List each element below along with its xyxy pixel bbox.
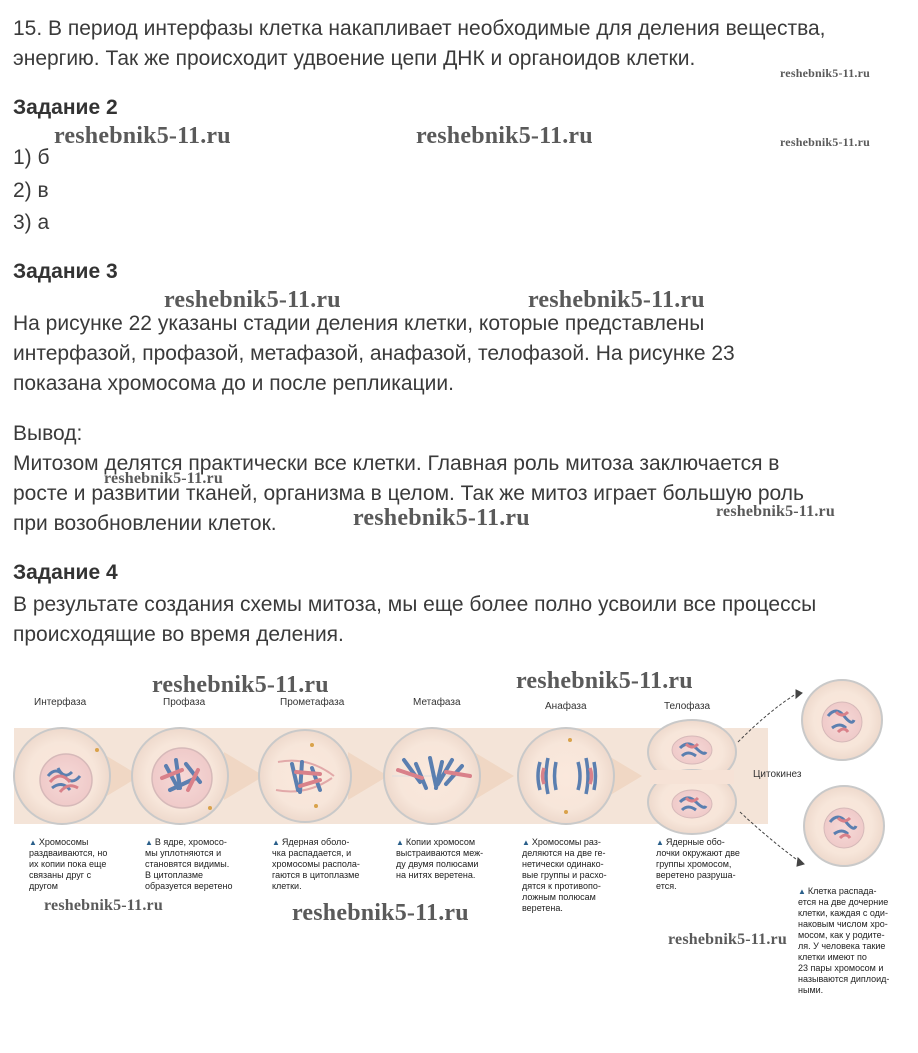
watermark: reshebnik5-11.ru — [716, 503, 835, 520]
caption-text: Хромосомы раздваиваются, но их копии пока еще связаны друг с другом — [29, 837, 108, 891]
task-3-line-3: показана хромосома до и после репликации. — [13, 372, 454, 395]
metaphase-cell — [384, 728, 480, 824]
stage-label-prophase: Профаза — [163, 697, 206, 708]
caption-marker-icon: ▲ — [396, 838, 404, 847]
task-3-heading: Задание 3 — [13, 260, 118, 283]
watermark: reshebnik5-11.ru — [104, 470, 223, 487]
watermark: reshebnik5-11.ru — [292, 900, 469, 926]
conclusion-line-3: при возобновлении клеток. — [13, 512, 277, 535]
watermark: reshebnik5-11.ru — [780, 66, 870, 80]
stage-label-telophase: Телофаза — [664, 701, 711, 712]
anaphase-cell — [518, 728, 614, 824]
watermark: reshebnik5-11.ru — [780, 135, 870, 149]
answer-15-line-2: энергию. Так же происходит удвоение цепи ДНК и органоидов клетки. — [13, 47, 696, 70]
caption-prophase — [145, 837, 265, 892]
conclusion-label: Вывод: — [13, 422, 83, 445]
watermark: reshebnik5-11.ru — [416, 123, 593, 149]
caption-text: Ядерная оболо- чка распадается, и хромосомы распола- гаются в цитоплазме клетки. — [272, 837, 360, 891]
caption-marker-icon: ▲ — [29, 838, 37, 847]
caption-marker-icon: ▲ — [145, 838, 153, 847]
stage-label-cytokinesis: Цитокинез — [753, 769, 802, 780]
watermark: reshebnik5-11.ru — [528, 287, 705, 313]
prophase-cell — [132, 728, 228, 824]
prometaphase-cell — [259, 730, 351, 822]
caption-text: Ядерные обо- лочки окружают две группы хромосом, веретено разруша- ется. — [656, 837, 740, 891]
caption-text: Копии хромосом выстраиваются меж- ду двумя полюсами на нитях веретена. — [396, 837, 484, 880]
caption-anaphase — [522, 837, 642, 914]
stage-label-metaphase: Метафаза — [413, 697, 461, 708]
task-3-line-2: интерфазой, профазой, метафазой, анафазой, телофазой. На рисунке 23 — [13, 342, 735, 365]
stage-label-interphase: Интерфаза — [34, 697, 87, 708]
task-4-line-1: В результате создания схемы митоза, мы еще более полно усвоили все процессы — [13, 593, 817, 616]
caption-cytokinesis — [798, 886, 918, 996]
watermark: reshebnik5-11.ru — [668, 931, 787, 948]
caption-marker-icon: ▲ — [798, 887, 806, 896]
watermark: reshebnik5-11.ru — [516, 668, 693, 694]
caption-text: Хромосомы раз- деляются на две ге- нетически одинако- вые группы и расхо- дятся к противопо- ложным полюсам веретена. — [522, 837, 607, 913]
task-2-answer-3: 3) а — [13, 211, 50, 234]
caption-text: Клетка распада- ется на две дочерние клетки, каждая с оди- наковым числом хро- мосом, как у родите- ля. У человека такие клетки имеют по 23 пары хромосом и называются диплоид- ными. — [798, 886, 890, 995]
caption-telophase — [656, 837, 776, 892]
watermark: reshebnik5-11.ru — [44, 897, 163, 914]
task-3-line-1: На рисунке 22 указаны стадии деления клетки, которые представлены — [13, 312, 705, 335]
caption-text: В ядре, хромосо- мы уплотняются и становятся видимы. В цитоплазме образуется веретено — [145, 837, 233, 891]
watermark: reshebnik5-11.ru — [164, 287, 341, 313]
caption-marker-icon: ▲ — [272, 838, 280, 847]
interphase-cell — [14, 728, 110, 824]
caption-prometaphase — [272, 837, 392, 892]
caption-marker-icon: ▲ — [522, 838, 530, 847]
watermark: reshebnik5-11.ru — [152, 672, 329, 698]
caption-metaphase — [396, 837, 516, 881]
watermark: reshebnik5-11.ru — [54, 123, 231, 149]
caption-marker-icon: ▲ — [656, 838, 664, 847]
task-2-answer-2: 2) в — [13, 179, 49, 202]
watermark: reshebnik5-11.ru — [353, 505, 530, 531]
task-2-answer-1: 1) б — [13, 146, 50, 169]
answer-15-line-1: 15. В период интерфазы клетка накапливает необходимые для деления вещества, — [13, 17, 826, 40]
task-4-line-2: происходящие во время деления. — [13, 623, 344, 646]
daughter-cell-bottom — [804, 786, 884, 866]
stage-label-prometaphase: Прометафаза — [280, 697, 345, 708]
daughter-cell-top — [802, 680, 882, 760]
stage-label-anaphase: Анафаза — [545, 701, 587, 712]
task-4-heading: Задание 4 — [13, 561, 118, 584]
conclusion-line-2: росте и развитии тканей, организма в целом. Так же митоз играет большую роль — [13, 482, 804, 505]
task-2-heading: Задание 2 — [13, 96, 118, 119]
caption-interphase — [29, 837, 149, 892]
conclusion-line-1: Митозом делятся практически все клетки. Главная роль митоза заключается в — [13, 452, 780, 475]
